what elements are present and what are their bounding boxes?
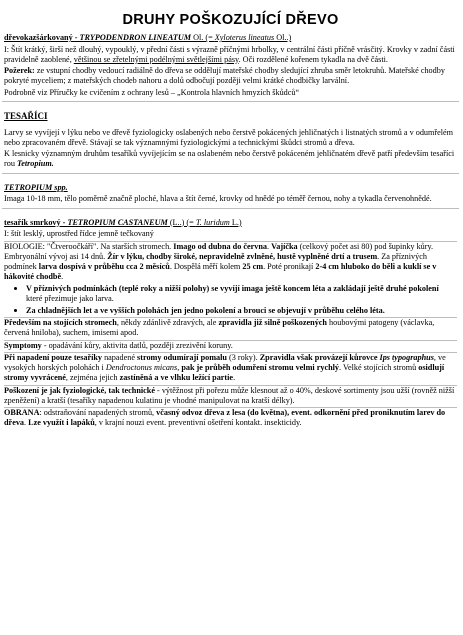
text: . xyxy=(24,418,29,427)
text-bold: Žír v lýku, chodby široké, nepravidelně zvlněné, hustě vyplněné drtí a trusem xyxy=(107,251,378,261)
page-title: DRUHY POŠKOZUJÍCÍ DŘEVO xyxy=(122,12,339,28)
tetropium-description: Imaga 10-18 mm, tělo poměrně značně ploché, hlava a štít černé, krovky od hnědé po téměř černou, nohy a tykadla červenohnědé. xyxy=(4,194,432,203)
reference-note: Podrobně viz Příručky ke cvičením z ochrany lesů – „Kontrola hlavních hmyzích škůdců“ xyxy=(4,87,300,97)
tesarici-paragraph-1: Larvy se vyvíjejí v lýku nebo ve dřevě fyziologicky oslabených nebo čerstvě pokácených jehličnatých i listnatých stromů a v odumřelém nebo zpracovaném dřevě. Stávají se tak významnými fyziologickými a technickými škůdci stromů a dřeva. xyxy=(4,127,454,147)
text: : odstraňování napadených stromů, xyxy=(39,408,157,417)
tesarici-paragraph-2 xyxy=(4,149,457,169)
species-heading-castaneum xyxy=(4,218,457,228)
label: Požerek: xyxy=(4,66,35,75)
text-bold: Vajíčka xyxy=(271,241,298,251)
heading-part: dřevokazšárkovaný - xyxy=(4,33,80,42)
heading-part: L.) xyxy=(229,217,242,227)
label: Symptomy xyxy=(4,340,42,350)
heading-part: tesařík smrkový - xyxy=(4,217,68,227)
section-tesarici xyxy=(2,111,459,174)
text: K lesnicky významným druhům tesaříků vyvíjejícím se na oslabeném nebo čerstvě pokáceném jehličnatém dřevě patří především tesaříci rou xyxy=(4,149,455,168)
label: OBRANA xyxy=(4,408,40,417)
text: - opadávání kůry, aktivita datlů, později zrezivění koruny. xyxy=(41,340,233,350)
text: , v krajní nouzi event. preventivní ošetření kontakt. insekticidy. xyxy=(94,418,302,427)
heading-part: Ol. (= xyxy=(191,33,215,42)
species-latin-name: TRYPODENDRON LINEATUM xyxy=(79,33,192,42)
species-name: Dendroctonus micans xyxy=(105,363,178,372)
text: ze vstupní chodby vedoucí radiálně do dřeva se oddělují mateřské chodby sledující zhruba směr letokruhů. Mateřské chodby pokryté myceliem; z mateřských chodeb nahoru a dolů odbočují později velmi krátké chodbičky larvální. xyxy=(4,66,445,85)
species-latin-name: TETROPIUM CASTANEUM xyxy=(67,217,168,227)
text: I: Štít krátký, širší než dlouhý, vypouklý, v přední části s výrazně příčnými hrbolky, v centrální části příčně vrásčitý. Krovky v zadní části pravidelně zaoblené, xyxy=(4,44,455,64)
text-bold: Poškození je jak fyziologické, tak technické xyxy=(4,385,155,395)
imago-description: I: štít lesklý, uprostřed řídce jemně tečkovaný xyxy=(4,229,154,238)
section-heading-tetropium: TETROPIUM spp. xyxy=(4,182,68,192)
pozerek-description xyxy=(4,66,457,86)
heading-part: (L..) (= xyxy=(167,217,196,227)
species-name: Ips typographus xyxy=(379,353,434,362)
biology-block xyxy=(4,241,457,317)
synonym-name: T. luridum xyxy=(195,217,230,227)
text: které přezimuje jako larva. xyxy=(26,294,114,303)
attack-paragraph xyxy=(4,317,457,338)
section-tetropium-castaneum xyxy=(2,218,459,429)
text-bold: V příznivých podmínkách (teplé roky a nižší polohy) se vyvíjí imaga ještě koncem léta a zakládají ještě druhé pokolení xyxy=(26,284,439,293)
text-bold: 25 cm xyxy=(242,261,264,271)
imago-description xyxy=(4,45,457,65)
damage-paragraph xyxy=(4,385,457,406)
list-item: • Za chladnějších let a ve vyšších polohách jen jedno pokolení a brouci se objevují v průběhu celého léta. xyxy=(26,305,457,316)
biology-paragraph xyxy=(4,242,457,282)
text: - výtěžnost při pořezu může klesnout až o 40%, deskové sortimenty jsou užší (rovněž nižší zpeněžení) a kratší (tesaříky napadenou kulatinu je vhodné manipulovat na kratší délky). xyxy=(4,385,455,405)
text-bold: 2-4 cm hluboko do běli a kuklí se v hákovité chodbě xyxy=(4,261,437,281)
section-heading-tesarici: TESAŘÍCI xyxy=(4,111,48,121)
text-bold: Zpravidla však provázejí kůrovce xyxy=(259,353,380,362)
text-underlined: většinou se zřetelnými podélnými světlejšími pásy xyxy=(73,54,239,64)
text: houbovými patogeny (václavka, červená hniloba), suchem, imisemi apod. xyxy=(4,318,435,337)
text-bold: stromy odumírají pomalu xyxy=(137,353,227,362)
text-bold: Především na stojících stromech xyxy=(4,318,117,327)
text: . Dospělá měří kolem xyxy=(169,261,243,271)
symptoms-paragraph xyxy=(4,340,457,351)
text-bold: zpravidla již silně poškozených xyxy=(218,318,327,327)
text-bold: Imago od dubna do června xyxy=(173,241,267,251)
list-item xyxy=(26,283,457,304)
heading-part: Ol..) xyxy=(274,33,292,42)
text-bold: Lze využít i lapáků xyxy=(28,418,95,427)
synonym-name: Xyloterus lineatus xyxy=(214,33,275,42)
text: , xyxy=(177,363,182,372)
text: napadené xyxy=(102,353,138,362)
text-bold: larva dospívá v průběhu cca 2 měsíců xyxy=(38,261,170,271)
text: . Za příznivých podmínek xyxy=(4,251,427,271)
text: (3 roky). xyxy=(226,353,260,362)
text-bold: zastíněná a ve vlhku ležící partie xyxy=(119,373,234,382)
species-heading-trypodendron xyxy=(4,33,457,43)
text: . xyxy=(267,241,272,251)
text-bold: osidlují stromy vyvrácené xyxy=(4,363,445,382)
text: . Velké stojících stromů xyxy=(339,363,419,372)
text: (celkový počet asi 80) pod šupinky kůry. Embryonální vývoj asi 14 dnů. xyxy=(4,241,434,261)
defense-paragraph xyxy=(4,407,457,428)
text-bold: včasný odvoz dřeva z lesa (do května), event. odkornění před proniknutím larev do dřeva xyxy=(4,408,446,427)
genus-name: Tetropium. xyxy=(16,159,54,168)
text: , zejména jejich xyxy=(65,373,120,382)
text: , ve vysokých horských polohách i xyxy=(4,353,446,372)
course-paragraph xyxy=(4,352,457,383)
generation-list xyxy=(4,283,457,316)
text: . xyxy=(61,271,64,281)
text: BIOLOGIE: "Čtveroočkáří". Na starších stromech. xyxy=(4,241,174,251)
text: . Oči rozdělené kořenem tykadla na dvě části. xyxy=(238,54,388,64)
text: . Poté pronikají xyxy=(263,261,316,271)
text: , někdy zdánlivě zdravých, ale xyxy=(116,318,219,327)
section-trypodendron xyxy=(2,33,459,102)
section-tetropium xyxy=(2,183,459,209)
text-bold: pak je průběh odumření stromu velmi rychlý xyxy=(181,363,340,372)
text: . xyxy=(233,373,236,382)
text-bold: Při napadení pouze tesaříky xyxy=(4,353,103,362)
